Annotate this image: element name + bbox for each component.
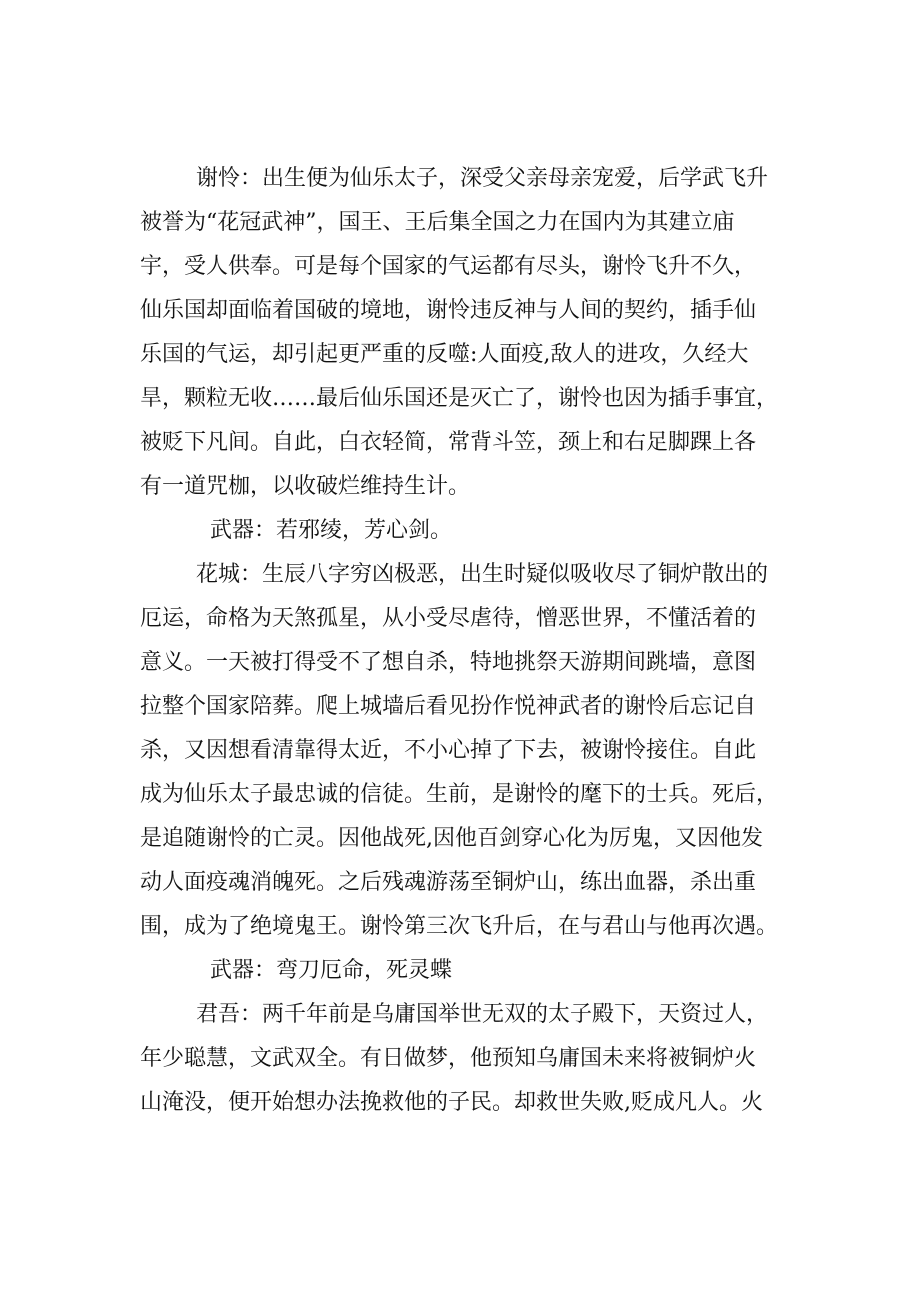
text-line: 围，成为了绝境鬼王。谢怜第三次飞升后，在与君山与他再次遇。 bbox=[140, 914, 779, 939]
paragraph-hua-cheng-weapons bbox=[140, 949, 820, 993]
text-line: 武器：弯刀厄命，死灵蝶 bbox=[210, 958, 453, 983]
paragraph-hua-cheng bbox=[140, 553, 820, 949]
text-line: 花城：生辰八字穷凶极恶，出生时疑似吸收尽了铜炉散出的 bbox=[196, 562, 769, 587]
text-line: 武器：若邪绫，芳心剑。 bbox=[210, 518, 453, 543]
text-line: 谢怜：出生便为仙乐太子，深受父亲母亲宠爱，后学武飞升 bbox=[196, 166, 769, 191]
paragraph-xie-lian bbox=[140, 157, 820, 509]
text-line: 年少聪慧，文武双全。有日做梦，他预知乌庸国未来将被铜炉火 bbox=[140, 1046, 757, 1071]
paragraph-xie-lian-weapons bbox=[140, 509, 820, 553]
text-line: 旱，颗粒无收……最后仙乐国还是灭亡了，谢怜也因为插手事宜， bbox=[140, 386, 779, 411]
text-line: 宇，受人供奉。可是每个国家的气运都有尽头，谢怜飞升不久， bbox=[140, 254, 757, 279]
text-line: 被誉为“花冠武神”，国王、王后集全国之力在国内为其建立庙 bbox=[140, 210, 735, 235]
text-line: 成为仙乐太子最忠诚的信徒。生前，是谢怜的麾下的士兵。死后， bbox=[140, 782, 779, 807]
document-body bbox=[140, 157, 820, 1125]
text-line: 被贬下凡间。自此，白衣轻简，常背斗笠，颈上和右足脚踝上各 bbox=[140, 430, 757, 455]
text-line: 有一道咒枷，以收破烂维持生计。 bbox=[140, 474, 471, 499]
text-line: 意义。一天被打得受不了想自杀，特地挑祭天游期间跳墙，意图 bbox=[140, 650, 757, 675]
text-line: 乐国的气运，却引起更严重的反噬:人面疫,敌人的进攻，久经大 bbox=[140, 342, 749, 367]
text-line: 山淹没，便开始想办法挽救他的子民。却救世失败,贬成凡人。火 bbox=[140, 1090, 763, 1115]
text-line: 动人面疫魂消魄死。之后残魂游荡至铜炉山，练出血器，杀出重 bbox=[140, 870, 757, 895]
text-line: 杀，又因想看清靠得太近，不小心掉了下去，被谢怜接住。自此 bbox=[140, 738, 757, 763]
paragraph-jun-wu bbox=[140, 993, 820, 1125]
text-line: 君吾：两千年前是乌庸国举世无双的太子殿下，天资过人， bbox=[196, 1002, 769, 1027]
text-line: 是追随谢怜的亡灵。因他战死,因他百剑穿心化为厉鬼，又因他发 bbox=[140, 826, 763, 851]
text-line: 仙乐国却面临着国破的境地，谢怜违反神与人间的契约，插手仙 bbox=[140, 298, 757, 323]
text-line: 拉整个国家陪葬。爬上城墙后看见扮作悦神武者的谢怜后忘记自 bbox=[140, 694, 757, 719]
text-line: 厄运，命格为天煞孤星，从小受尽虐待，憎恶世界，不懂活着的 bbox=[140, 606, 757, 631]
